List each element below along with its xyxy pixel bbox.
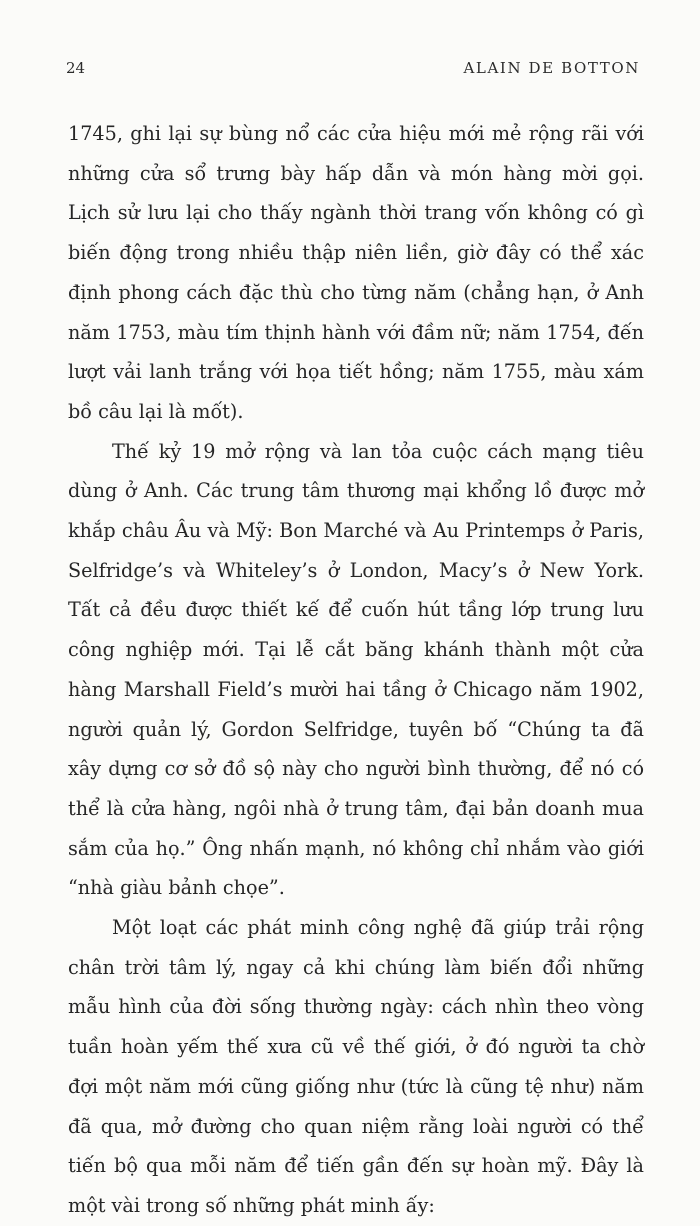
page-body [68,114,644,1226]
page-header [66,59,640,83]
page-number: 24 [66,59,86,77]
running-head-author: ALAIN DE BOTTON [463,59,640,77]
paragraph: Một loạt các phát minh công nghệ đã giúp trải rộng chân trời tâm lý, ngay cả khi chúng làm biến đổi những mẫu hình của đời sống thường ngày: cách nhìn theo vòng tuần hoàn yếm thế xưa cũ về thế giới, ở đó người ta chờ đợi một năm mới cũng giống như (tức là cũng tệ như) năm đã qua, mở đường cho quan niệm rằng loài người có thể tiến bộ qua mỗi năm để tiến gần đến sự hoàn mỹ. Đây là một vài trong số những phát minh ấy: [68,916,644,1217]
paragraph-continued: 1745, ghi lại sự bùng nổ các cửa hiệu mới mẻ rộng rãi với những cửa sổ trưng bày hấp dẫn và món hàng mời gọi. Lịch sử lưu lại cho thấy ngành thời trang vốn không có gì biến động trong nhiều thập niên liền, giờ đây có thể xác định phong cách đặc thù cho từng năm (chẳng hạn, ở Anh năm 1753, màu tím thịnh hành với đầm nữ; năm 1754, đến lượt vải lanh trắng với họa tiết hồng; năm 1755, màu xám bồ câu lại là mốt). [68,122,644,423]
paragraph: Thế kỷ 19 mở rộng và lan tỏa cuộc cách mạng tiêu dùng ở Anh. Các trung tâm thương mại khổng lồ được mở khắp châu Âu và Mỹ: Bon Marché và Au Printemps ở Paris, Selfridge’s và Whiteley’s ở London, Macy’s ở New York. Tất cả đều được thiết kế để cuốn hút tầng lớp trung lưu công nghiệp mới. Tại lễ cắt băng khánh thành một cửa hàng Marshall Field’s mười hai tầng ở Chicago năm 1902, người quản lý, Gordon Selfridge, tuyên bố “Chúng ta đã xây dựng cơ sở đồ sộ này cho người bình thường, để nó có thể là cửa hàng, ngôi nhà ở trung tâm, đại bản doanh mua sắm của họ.” Ông nhấn mạnh, nó không chỉ nhắm vào giới “nhà giàu bảnh chọe”. [68,439,644,900]
